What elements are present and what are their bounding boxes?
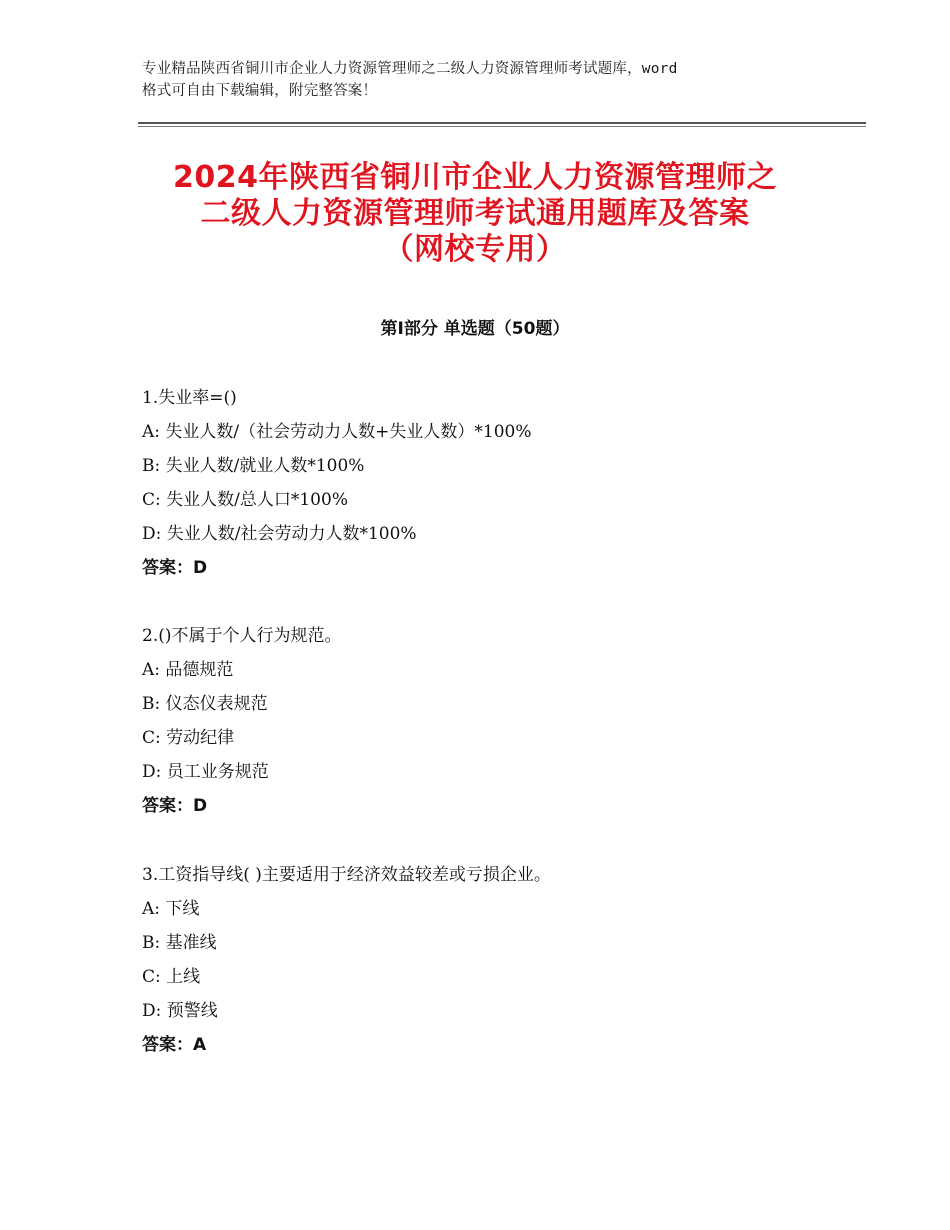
question-stem: 1.失业率=() (142, 388, 237, 408)
option-d: D: 失业人数/社会劳动力人数*100% (142, 524, 417, 544)
section-title: 第Ⅰ部分 单选题（50题） (380, 319, 570, 339)
option-b: B: 基准线 (142, 933, 217, 953)
answer-value: D (193, 796, 208, 816)
answer-label: 答案： (142, 558, 193, 578)
question-1 (142, 381, 842, 585)
header-divider-thin (138, 126, 866, 127)
answer-line (142, 789, 842, 823)
option-a: A: 品德规范 (142, 660, 234, 680)
option-c: C: 劳动纪律 (142, 728, 235, 748)
option-b: B: 失业人数/就业人数*100% (142, 456, 365, 476)
option-b: B: 仪态仪表规范 (142, 694, 268, 714)
answer-label: 答案： (142, 796, 193, 816)
option-a: A: 失业人数/（社会劳动力人数+失业人数）*100% (142, 422, 532, 442)
header-divider-thick (138, 122, 866, 124)
title-line-2: 二级人力资源管理师考试通用题库及答案 (200, 196, 750, 231)
header-note-line-2: 格式可自由下载编辑，附完整答案！ (142, 83, 378, 99)
document-title (100, 160, 850, 268)
answer-line (142, 551, 842, 585)
option-d: D: 预警线 (142, 1001, 218, 1021)
answer-line (142, 1028, 842, 1062)
option-a: A: 下线 (142, 899, 200, 919)
question-stem: 2.()不属于个人行为规范。 (142, 626, 342, 646)
answer-value: A (193, 1035, 207, 1055)
answer-label: 答案： (142, 1035, 193, 1055)
header-note-line-1: 专业精品陕西省铜川市企业人力资源管理师之二级人力资源管理师考试题库，word (142, 61, 678, 77)
question-stem: 3.工资指导线( )主要适用于经济效益较差或亏损企业。 (142, 865, 551, 885)
title-line-1: 2024年陕西省铜川市企业人力资源管理师之 (173, 160, 777, 195)
question-2 (142, 619, 842, 823)
option-c: C: 上线 (142, 967, 201, 987)
option-d: D: 员工业务规范 (142, 762, 269, 782)
title-line-3: （网校专用） (383, 232, 567, 267)
document-header-note (142, 58, 822, 102)
answer-value: D (193, 558, 208, 578)
option-c: C: 失业人数/总人口*100% (142, 490, 348, 510)
question-3 (142, 858, 842, 1062)
